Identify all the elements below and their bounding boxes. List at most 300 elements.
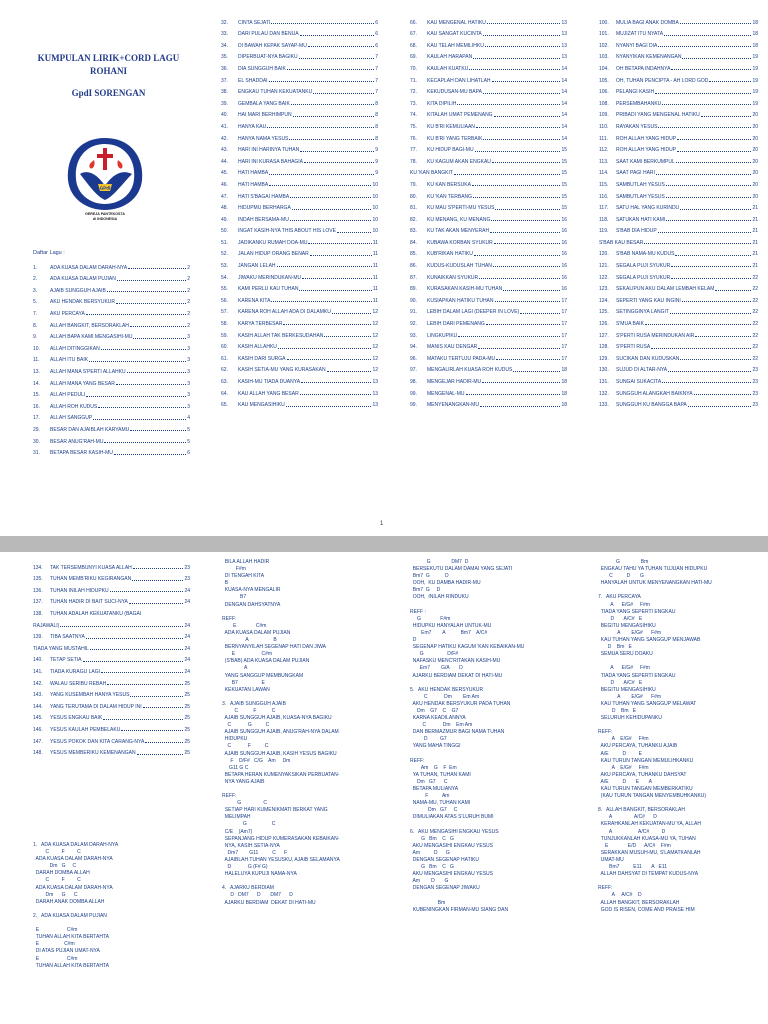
toc-dot-leader bbox=[666, 220, 751, 221]
toc-entry-title: YESUS ENGKAU BAIK bbox=[50, 715, 103, 722]
toc-entry-number: 43. bbox=[221, 147, 228, 154]
toc-dot-leader bbox=[670, 313, 751, 314]
toc-entry-number: 118. bbox=[599, 216, 609, 223]
toc-entry-number: 51. bbox=[221, 239, 228, 246]
toc-entry-number: 75. bbox=[410, 123, 417, 130]
toc-dot-leader bbox=[458, 336, 560, 337]
toc-entry-title: EL SHADDAI bbox=[238, 77, 268, 84]
toc-dot-leader bbox=[677, 139, 751, 140]
toc-dot-leader bbox=[476, 127, 561, 128]
toc-entry bbox=[410, 200, 567, 212]
toc-entry-page: 12 bbox=[372, 309, 378, 316]
toc-entry bbox=[599, 397, 758, 409]
toc-entry bbox=[599, 200, 758, 212]
toc-dot-leader bbox=[86, 314, 186, 315]
toc-entry bbox=[221, 269, 378, 281]
toc-entry bbox=[410, 234, 567, 246]
toc-dot-leader bbox=[103, 719, 183, 720]
toc-entry-title: OH BETAPA INDAHNYA bbox=[616, 65, 671, 72]
toc-entry-page: 18 bbox=[561, 379, 567, 385]
toc-entry-title: KITALAH UMAT PEMENANG bbox=[427, 112, 493, 119]
toc-entry bbox=[410, 107, 567, 119]
toc-entry-page: 19 bbox=[752, 77, 758, 84]
toc-entry-number: 134. bbox=[33, 564, 43, 571]
toc-entry bbox=[599, 26, 758, 38]
toc-entry-number: 83. bbox=[410, 228, 417, 235]
toc-entry-title: MENYENANGKAN-MU bbox=[427, 402, 479, 409]
toc-entry-title: S'BAB NAMA-MU KUDUS bbox=[616, 251, 675, 258]
toc-entry-number: 45. bbox=[221, 170, 228, 177]
toc-entry bbox=[599, 257, 758, 269]
toc-dot-leader bbox=[680, 359, 751, 360]
toc-entry-page: 10 bbox=[372, 181, 378, 188]
toc-entry-title: SAAT KAMI BERKUMPUL bbox=[616, 158, 675, 165]
toc-entry-title: KU KAN BERSUKA bbox=[427, 181, 471, 188]
toc-entry-number: 80. bbox=[410, 193, 417, 200]
toc-dot-leader bbox=[655, 93, 751, 94]
toc-entry-page: 23 bbox=[752, 390, 758, 397]
toc-entry-title: HARI INI HARINYA TUHAN bbox=[238, 147, 300, 154]
toc-dot-leader bbox=[60, 626, 183, 627]
toc-entry-number: 42. bbox=[221, 135, 228, 142]
toc-dot-leader bbox=[662, 382, 751, 383]
toc-entry bbox=[599, 234, 758, 246]
toc-entry-title: KU 'KAN TERBANG bbox=[427, 193, 473, 200]
toc-entry-page: 3 bbox=[187, 334, 190, 341]
toc-entry bbox=[599, 281, 758, 293]
toc-dot-leader bbox=[479, 278, 560, 279]
toc-entry-number: 93. bbox=[410, 332, 417, 339]
toc-entry-number: 10. bbox=[33, 345, 40, 352]
toc-entry-number: 91. bbox=[410, 309, 417, 316]
toc-entry-number: 53. bbox=[221, 263, 228, 270]
toc-entry bbox=[221, 84, 378, 96]
toc-entry bbox=[33, 687, 190, 699]
toc-entry bbox=[410, 14, 567, 26]
toc-entry-number: 123. bbox=[599, 286, 609, 293]
toc-dot-leader bbox=[293, 116, 375, 117]
toc-entry-page: 14 bbox=[561, 77, 567, 84]
toc-entry-number: 38. bbox=[221, 89, 228, 96]
toc-entry-page: 10 bbox=[372, 193, 378, 200]
toc-dot-leader bbox=[114, 454, 186, 455]
toc-entry-title: YESUS KAULAH PEMBELAKU bbox=[50, 726, 121, 733]
toc-entry-page: 21 bbox=[752, 216, 758, 223]
toc-entry bbox=[599, 269, 758, 281]
toc-entry bbox=[599, 304, 758, 316]
toc-entry-title: AKU HENDAK BERSYUKUR bbox=[50, 299, 116, 306]
toc-entry bbox=[599, 211, 758, 223]
toc-entry-page: 5 bbox=[187, 438, 190, 445]
toc-entry-title: RAYAKAN YESUS bbox=[616, 123, 658, 130]
toc-entry-title: PELANGI KASIH bbox=[616, 89, 655, 96]
toc-entry-page: 24 bbox=[184, 657, 190, 664]
toc-entry-number: 97. bbox=[410, 367, 417, 374]
toc-entry-page: 13 bbox=[372, 402, 378, 409]
toc-dot-leader bbox=[494, 243, 561, 244]
toc-entry-number: 106. bbox=[599, 89, 609, 96]
toc-entry-number: 47. bbox=[221, 193, 228, 200]
toc-entry-number: 55. bbox=[221, 286, 228, 293]
toc-entry-number: 103. bbox=[599, 54, 609, 61]
toc-entry bbox=[33, 352, 190, 364]
toc-entry-page: 15 bbox=[561, 147, 567, 154]
toc-entry bbox=[410, 165, 567, 177]
toc-entry-page: 6 bbox=[375, 31, 378, 38]
toc-entry-title: S'MUA BAIK bbox=[616, 321, 644, 328]
toc-entry-title: KARYA TERBESAR bbox=[238, 321, 283, 328]
toc-entry-page: 24 bbox=[184, 622, 190, 629]
toc-entry-number: 33. bbox=[221, 31, 228, 38]
toc-entry-page: 12 bbox=[372, 367, 378, 374]
toc-entry-title: LEBIH DARI PEMENANG bbox=[427, 321, 485, 328]
toc-entry-title: TUHAN HADIR DI BAIT SUCI-NYA bbox=[50, 599, 128, 606]
toc-dot-leader bbox=[503, 290, 560, 291]
toc-entry-number: 137. bbox=[33, 599, 43, 606]
toc-entry-number: 34. bbox=[221, 42, 228, 49]
toc-entry bbox=[410, 211, 567, 223]
toc-entry-page: 20 bbox=[752, 135, 758, 142]
toc-entry-number: 86. bbox=[410, 263, 417, 270]
toc-entry-number: 32. bbox=[221, 19, 228, 26]
toc-entry-title: SEGALA PUJI SYUKUR bbox=[616, 274, 671, 281]
toc-entry-title: KASIH ALLAH TAK BERKESUDAHAN bbox=[238, 332, 324, 339]
toc-entry-title: JALAN HIDUP ORANG BENAR bbox=[238, 251, 309, 258]
toc-entry-number: 111. bbox=[599, 135, 608, 142]
toc-entry-page: 14 bbox=[561, 89, 567, 96]
toc-entry bbox=[599, 107, 758, 119]
toc-entry-title: YESUS POKOK DAN KITA CARANG-NYA bbox=[50, 738, 145, 745]
toc-entry-page: 20 bbox=[752, 170, 758, 177]
toc-entry-title: KAU SANGAT KUCINTA bbox=[427, 31, 482, 38]
toc-entry bbox=[599, 60, 758, 72]
toc-entry bbox=[221, 118, 378, 130]
toc-entry-page: 7 bbox=[375, 65, 378, 72]
toc-entry-title: AJAIB SUNGGUH AJAIB bbox=[50, 287, 106, 294]
toc-dot-leader bbox=[644, 243, 751, 244]
toc-dot-leader bbox=[130, 326, 186, 327]
toc-dot-leader bbox=[482, 382, 560, 383]
toc-entry-title: ALLAH ROH KUDUS bbox=[50, 403, 98, 410]
toc-dot-leader bbox=[310, 255, 372, 256]
toc-entry bbox=[221, 362, 378, 374]
toc-entry bbox=[221, 385, 378, 397]
toc-entry-page: 17 bbox=[561, 344, 567, 351]
toc-entry bbox=[410, 397, 567, 409]
toc-entry-title: HATI S'BAGAI HAMBA bbox=[238, 193, 290, 200]
toc-entry-title: NYANYI BAGI DIA bbox=[616, 42, 658, 49]
toc-entry bbox=[410, 292, 567, 304]
toc-dot-leader bbox=[104, 442, 186, 443]
toc-entry-number: 82. bbox=[410, 216, 417, 223]
toc-entry-number: 144. bbox=[33, 703, 43, 710]
toc-entry-title: KASIH DARI SURGA bbox=[238, 355, 286, 362]
toc-entry-number: 138. bbox=[33, 610, 43, 617]
toc-entry-title: DIPERBUAT-NYA BAGIKU bbox=[238, 54, 298, 61]
toc-entry-page: 25 bbox=[184, 715, 190, 722]
toc-column-2 bbox=[221, 14, 378, 408]
toc-entry bbox=[599, 373, 758, 385]
toc-entry-title: KURASAKAN KASIH-MU TUHAN bbox=[427, 286, 503, 293]
toc-entry-number: 36. bbox=[221, 65, 228, 72]
toc-entry bbox=[599, 84, 758, 96]
toc-entry-page: 7 bbox=[375, 77, 378, 84]
toc-entry-title: AKU PERCAYA bbox=[50, 310, 85, 317]
toc-entry-title: KEKUDUSAN-MU BAPA bbox=[427, 89, 482, 96]
toc-dot-leader bbox=[658, 46, 751, 47]
toc-entry bbox=[221, 211, 378, 223]
toc-entry-page: 3 bbox=[187, 380, 190, 387]
toc-entry-title: BESAR DAN AJAIBLAH KARYAMU bbox=[50, 426, 130, 433]
toc-dot-leader bbox=[290, 197, 371, 198]
toc-entry-title: TUHAN ADALAH KEKUATANKU (BAGAI bbox=[50, 610, 142, 617]
toc-entry-number: 126. bbox=[599, 321, 609, 328]
toc-entry-page: 19 bbox=[752, 100, 758, 107]
toc-entry-title: ALLAH BANGKIT, BERSORAKLAH bbox=[50, 322, 129, 329]
toc-entry-page: 10 bbox=[372, 205, 378, 212]
toc-dot-leader bbox=[469, 69, 560, 70]
toc-entry-page: 8 bbox=[375, 112, 378, 119]
toc-entry bbox=[33, 640, 190, 652]
toc-dot-leader bbox=[473, 197, 560, 198]
toc-entry-page: 14 bbox=[561, 123, 567, 130]
song-column-4: G Bm ENGKAU TAHU YA TUHAN TUJUAN HIDUPKU C D G HANYALAH UNTUK MENYENANGKAN HATI-MU 7. AKU PERCAYA A E/G# F#m TIADA YANG SEPERTI ENGKAU D A/C# E BEGITU MENGASIHIKU A E/G# F#m KAU TUHAN YANG SANGGUP MENJAWAB D Bm E SEMUA SERU DOAKU A E/G# F#m TIADA YANG SEPERTI ENGKAU D A/C# E BEGITU MENGASIHIKU A E/G# F#m KAU TUHAN YANG SANGGUP MELAWAT D Bm E SELURUH KEHIDUPANKU REFF: A E/G# F#m AKU PERCAYA, TUHANKU AJAIB A/E D E KAU TURUN TANGAN MEMULIHKANKU A E/G# F#m AKU PERCAYA, TUHANKU DAHSYAT A/E D E A KAU TURUN TANGAN MEMBERKATIKU (KAU TURUN TANGAN MENYEMBUHKANKU) 8. ALLAH BANGKIT, BERSORAKLAH A A/C# D KERAHKANLAH KEKUATAN-MU YA, ALLAH A A/C# D TUNJUKKANLAH KUASA-MU YA, TUHAN E E/D A/C# F#m SERAKKAN MUSUH-MU, S'LAMATKANLAH UMAT-MU Bm7 E11 A E11 ALLAH DAHSYAT DI TEMPAT KUDUS-NYA REFF: A A/C# D ALLAH BANGKIT, BERSORAKLAH GOD IS RISEN, COME AND PRAISE HIM bbox=[598, 559, 712, 913]
toc-entry bbox=[599, 14, 758, 26]
toc-entry bbox=[221, 165, 378, 177]
toc-entry-number: 46. bbox=[221, 181, 228, 188]
toc-entry-number: 67. bbox=[410, 31, 417, 38]
song-column-3: G DM7 D BERSEKUTU DALAM DAMAI YANG SEJATI Bm7 G D OOH, KU DAMBA HADIR-MU Bm7 G D OOH, INILAH RINDUKU REFF : G F#m HIDUPKU HANYALAH UNTUK-MU Em7 A Bm7 A/C# D SEGENAP HATIKU KAGUM 'KAN KEBAIKAN-MU G D/F# NAFASKU MENC'RITAKAN KASIH-MU Em7 G/A D AJARKU BERDIAM DEKAT DI HATI-MU 5. AKU HENDAK BERSYUKUR C Dm Em Am AKU HENDAK BERSYUKUR PADA TUHAN Dm G7 C G7 KARNA KEADILANNYA C Dm Em Am DAN BERMAZMUR BAGI NAMA TUHAN D G7 YANG MAHA TINGGI REFF: Am G F Em YA TUHAN, TUHAN KAMI Dm G7 C BETAPA MULIANYA F Am NAMA-MU, TUHAN KAMI Dm G7 C DIMULIAKAN ATAS S'LURUH BUMI 6. AKU MENGASIHI ENGKAU YESUS G Bm C G AKU MENGASIHI ENGKAU YESUS Am D G DENGAN SEGENAP HATIKU G Bm C G AKU MENGASIHI ENGKAU YESUS Am D G DENGAN SEGENAP JIWAKU Bm KUBENINGKAN FIRMAN-MU SIANG DAN bbox=[410, 559, 525, 913]
toc-entry bbox=[221, 153, 378, 165]
toc-dot-leader bbox=[269, 174, 374, 175]
toc-entry-title: SEKALIPUN AKU DALAM LEMBAH KELAM bbox=[616, 286, 715, 293]
toc-entry bbox=[221, 200, 378, 212]
toc-entry bbox=[410, 72, 567, 84]
toc-entry-page: 24 bbox=[184, 587, 190, 594]
toc-entry bbox=[221, 350, 378, 362]
toc-entry-page: 13 bbox=[372, 379, 378, 385]
toc-entry bbox=[221, 304, 378, 316]
toc-entry-number: 114. bbox=[599, 170, 609, 177]
toc-entry bbox=[221, 234, 378, 246]
song-column-2: BILA ALLAH HADIR F#m DI TENGAH KITA B KUASA-NYA MENGALIR B7 DENGAN DAHSYATNYA REFF: E C#m ADA KUASA DALAM PUJIAN A B BERNYANYILAH SEGENAP HATI DAN JIWA E C#m (S'BAB) ADA KUASA DALAM PUJIAN A YANG SANGGUP MEMBUNGKAM B7 E KEKUATAN LAWAN 3. AJAIB SUNGGUH AJAIB C F C AJAIB SUNGGUH AJAIB, KUASA-NYA BAGIKU C G C AJAIB SUNGGUH AJAIB, ANUG'RAH-NYA DALAM HIDUPKU C F C AJAIB SUNGGUH AJAIB, KASIH YESUS BAGIKU F D/F# C/G Am Dm G11 G C BETAPA HERAN KUMENYAKSIKAN PERBUATAN- NYA YANG AJAIB REFF: G C SETIAP HARI KUMENIKMATI BERKAT YANG MELIMPAH G C C/E (Am7) SEPANJANG HIDUP KUMERASAKAN KEBAIKAN- NYA, KASIH SETIA-NYA Dm7 G11 C F AJAIBLAH TUHAN YESUSKU, AJAIB SELAMANYA D G (F# G) HALELUYA KUPUJI NAMA-NYA 4. AJARKU BERDIAM D DM7 D DM7 D AJARKU BERDIAM DEKAT DI HATI-MU bbox=[222, 559, 340, 906]
toc-entry-title: SEGALA PUJI SYUKUR bbox=[616, 263, 671, 270]
toc-entry bbox=[410, 49, 567, 61]
toc-entry-number: 40. bbox=[221, 112, 228, 119]
toc-entry-number: 145. bbox=[33, 715, 43, 722]
toc-entry-page: 6 bbox=[187, 450, 190, 457]
toc-entry bbox=[410, 362, 567, 374]
toc-entry-number: 129. bbox=[599, 355, 609, 362]
toc-entry-page: 18 bbox=[752, 31, 758, 38]
toc-entry-number: 140. bbox=[33, 657, 43, 664]
toc-entry-title: YESUS MEMBERIKU KEMENANGAN bbox=[50, 750, 136, 757]
toc-entry bbox=[221, 339, 378, 351]
toc-entry-title: YANG KUSEMBAH HANYA YESUS bbox=[50, 692, 130, 699]
toc-column-3 bbox=[410, 14, 567, 408]
toc-entry-page: 9 bbox=[375, 158, 378, 165]
toc-dot-leader bbox=[83, 661, 184, 662]
toc-entry-number: 62. bbox=[221, 367, 228, 374]
toc-entry-number: 101. bbox=[599, 31, 609, 38]
toc-entry bbox=[410, 385, 567, 397]
toc-entry-title: ALLAH SANGGUP bbox=[50, 415, 93, 422]
toc-column-1 bbox=[33, 259, 190, 456]
toc-entry-title: KAU MENGASIHIKU bbox=[238, 402, 285, 409]
toc-entry bbox=[33, 629, 190, 641]
toc-dot-leader bbox=[278, 348, 372, 349]
toc-entry bbox=[599, 49, 758, 61]
toc-entry-title: DIA SUNGGUH BAIK bbox=[238, 65, 286, 72]
toc-entry-number: 100. bbox=[599, 19, 609, 26]
toc-entry-page: 15 bbox=[561, 170, 567, 177]
toc-entry-number: 135. bbox=[33, 576, 43, 583]
toc-column-continued bbox=[33, 559, 190, 756]
toc-entry bbox=[599, 72, 758, 84]
toc-entry-number: 142. bbox=[33, 680, 43, 687]
toc-dot-leader bbox=[308, 243, 371, 244]
toc-entry-page: 19 bbox=[752, 89, 758, 96]
toc-entry-page: 16 bbox=[561, 263, 567, 270]
toc-dot-leader bbox=[133, 568, 184, 569]
toc-entry-title: TUHAN INILAH HIDUPKU bbox=[50, 587, 109, 594]
toc-entry bbox=[410, 37, 567, 49]
toc-entry-title: ENGKAU TUHAN KEKUATANKU bbox=[238, 89, 313, 96]
toc-dot-leader bbox=[658, 232, 752, 233]
toc-entry-title: SUNGGUH ALANGKAH BAIKNYA bbox=[616, 390, 693, 397]
toc-dot-leader bbox=[457, 104, 560, 105]
toc-entry-page: 20 bbox=[752, 123, 758, 130]
toc-dot-leader bbox=[656, 174, 752, 175]
toc-entry bbox=[410, 315, 567, 327]
toc-dot-leader bbox=[473, 58, 560, 59]
toc-entry-number: 8. bbox=[33, 322, 38, 329]
toc-entry bbox=[599, 385, 758, 397]
toc-entry-page: 18 bbox=[561, 402, 567, 409]
toc-entry-title: KAULAH KUATKU bbox=[427, 65, 469, 72]
toc-entry bbox=[33, 710, 190, 722]
toc-entry bbox=[599, 246, 758, 258]
toc-entry-number: 74. bbox=[410, 112, 417, 119]
toc-entry-title: KITA DIPILIH bbox=[427, 100, 457, 107]
toc-entry-number: 5. bbox=[33, 299, 38, 306]
toc-entry-page: 21 bbox=[752, 205, 758, 212]
toc-entry-title: HAI MARI BERHIMPUN bbox=[238, 112, 292, 119]
toc-entry bbox=[221, 72, 378, 84]
toc-entry bbox=[33, 698, 190, 710]
toc-entry-number: 78. bbox=[410, 158, 417, 165]
toc-entry-number: 70. bbox=[410, 65, 417, 72]
toc-dot-leader bbox=[271, 23, 374, 24]
toc-entry-number: 109. bbox=[599, 112, 609, 119]
toc-dot-leader bbox=[662, 104, 751, 105]
toc-dot-leader bbox=[495, 301, 561, 302]
toc-entry-number: 131. bbox=[599, 379, 609, 385]
toc-entry-number: 17. bbox=[33, 415, 40, 422]
toc-entry-page: 18 bbox=[561, 390, 567, 397]
toc-entry-title: HANYA NAMA YESUS bbox=[238, 135, 289, 142]
toc-entry bbox=[599, 327, 758, 339]
toc-entry-page: 25 bbox=[184, 738, 190, 745]
toc-entry bbox=[33, 445, 190, 457]
document-page-2 bbox=[0, 552, 768, 1024]
toc-entry bbox=[410, 246, 567, 258]
toc-dot-leader bbox=[668, 371, 751, 372]
toc-entry-page: 14 bbox=[561, 100, 567, 107]
toc-entry-title: TUHAN MEMB'RIKU KEGIRANGAN bbox=[50, 576, 132, 583]
toc-entry-number: 87. bbox=[410, 274, 417, 281]
toc-entry-title: SAMBUTLAH YESUS bbox=[616, 181, 665, 188]
toc-entry-title: KECAPLAH DAN LIHATLAH bbox=[427, 77, 491, 84]
toc-entry-number: 76. bbox=[410, 135, 417, 142]
toc-entry bbox=[33, 594, 190, 606]
toc-entry bbox=[410, 26, 567, 38]
toc-dot-leader bbox=[480, 406, 560, 407]
toc-entry bbox=[221, 257, 378, 269]
toc-entry-page: 20 bbox=[752, 112, 758, 119]
toc-entry-title: KAU ALLAH YANG BESAR bbox=[238, 390, 299, 397]
toc-entry-page: 11 bbox=[372, 251, 378, 258]
toc-entry-number: 120. bbox=[599, 251, 609, 258]
toc-dot-leader bbox=[299, 58, 375, 59]
toc-entry-number: 127. bbox=[599, 332, 609, 339]
toc-entry-title: KU B'RI YANG TERBAIK bbox=[427, 135, 483, 142]
toc-entry-title: TIADA YANG MUSTAHIL bbox=[33, 645, 89, 652]
toc-dot-leader bbox=[671, 266, 751, 267]
toc-entry-title: KU MENANG, KU MENANG bbox=[427, 216, 491, 223]
toc-entry-title: KUDUS-KUDUSLAH TUHAN bbox=[427, 263, 492, 270]
toc-entry-title: MATAKU TERTUJU PADA-MU bbox=[427, 355, 496, 362]
toc-entry bbox=[33, 294, 190, 306]
toc-entry-page: 21 bbox=[752, 251, 758, 258]
toc-dot-leader bbox=[485, 46, 561, 47]
toc-dot-leader bbox=[291, 104, 374, 105]
toc-entry-page: 11 bbox=[372, 286, 378, 293]
toc-entry-page: 18 bbox=[752, 19, 758, 26]
toc-entry bbox=[221, 315, 378, 327]
toc-entry-title: HATI HAMBA bbox=[238, 170, 269, 177]
toc-entry-number: 98. bbox=[410, 379, 417, 385]
toc-entry bbox=[221, 188, 378, 200]
toc-entry-page: 25 bbox=[184, 680, 190, 687]
toc-entry-page: 14 bbox=[561, 135, 567, 142]
toc-entry-title: S'PERTI RUSA MERINDUKAN AIR bbox=[616, 332, 695, 339]
toc-entry-page: 13 bbox=[372, 390, 378, 397]
toc-entry-title: ROH ALLAH YANG HIDUP bbox=[616, 147, 677, 154]
toc-entry-title: ADA KUASA DALAM DARAH-NYA bbox=[50, 264, 128, 271]
toc-entry-number: 14. bbox=[33, 380, 40, 387]
toc-entry-number: 73. bbox=[410, 100, 417, 107]
toc-entry-page: 13 bbox=[561, 31, 567, 38]
toc-entry-page: 7 bbox=[375, 54, 378, 61]
toc-dot-leader bbox=[286, 406, 372, 407]
toc-dot-leader bbox=[117, 280, 186, 281]
toc-entry-number: 35. bbox=[221, 54, 228, 61]
toc-entry-page: 4 bbox=[187, 415, 190, 422]
toc-entry bbox=[221, 37, 378, 49]
toc-entry-number: 132. bbox=[599, 390, 609, 397]
toc-entry-title: KAMI PERLU KAU TUHAN bbox=[238, 286, 299, 293]
toc-entry-number: 58. bbox=[221, 321, 228, 328]
toc-dot-leader bbox=[271, 301, 371, 302]
toc-dot-leader bbox=[486, 324, 561, 325]
toc-entry-title: KU KAGUM AKAN ENGKAU bbox=[427, 158, 491, 165]
toc-entry bbox=[599, 188, 758, 200]
toc-entry bbox=[33, 745, 190, 757]
toc-entry-title: ALLAH DITINGGIKAN bbox=[50, 345, 100, 352]
toc-dot-leader bbox=[472, 185, 561, 186]
toc-entry-title: KU HIDUP BAGI-MU bbox=[427, 147, 474, 154]
